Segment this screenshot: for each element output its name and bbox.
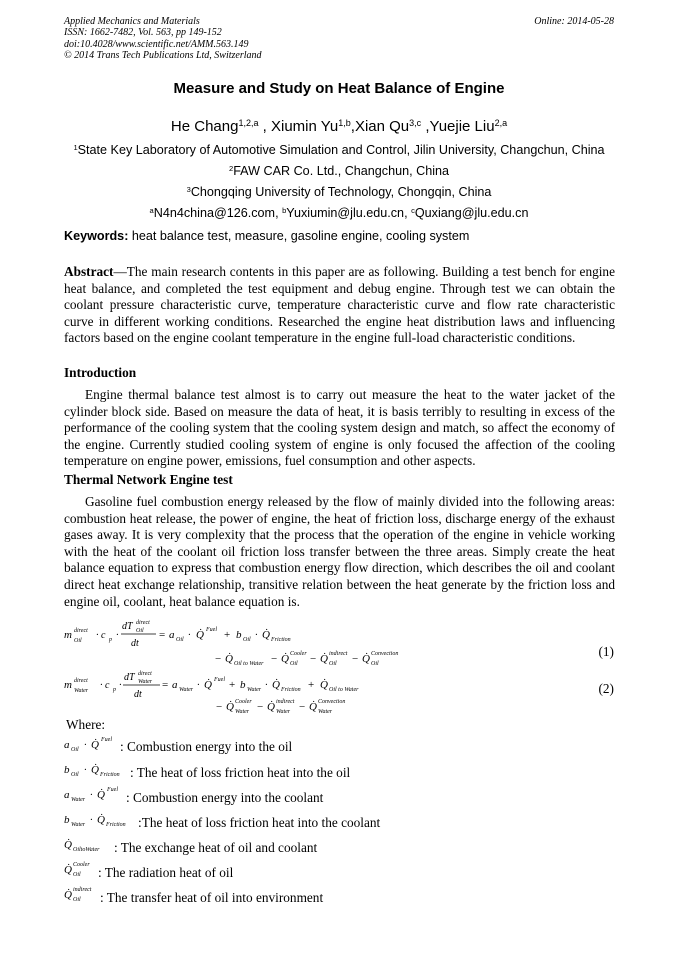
svg-text:Water: Water bbox=[247, 687, 262, 693]
where-desc: : The radiation heat of oil bbox=[98, 865, 234, 880]
where-symbol bbox=[64, 758, 134, 782]
where-desc: : The exchange heat of oil and coolant bbox=[114, 840, 318, 855]
svg-text:indirect: indirect bbox=[73, 887, 92, 893]
online-date: Online: 2014-05-28 bbox=[534, 16, 614, 27]
svg-text:a: a bbox=[64, 739, 70, 751]
svg-text:·: · bbox=[197, 680, 200, 691]
svg-text:·: · bbox=[84, 740, 87, 751]
affiliation-text: Chongqing University of Technology, Chongqin, China bbox=[190, 185, 492, 199]
keywords bbox=[64, 229, 469, 243]
svg-text:OiltoWater: OiltoWater bbox=[73, 847, 100, 853]
svg-text:Oil to Water: Oil to Water bbox=[329, 687, 359, 693]
where-item bbox=[64, 833, 615, 857]
svg-text:Oil: Oil bbox=[73, 897, 81, 903]
svg-text:Friction: Friction bbox=[100, 772, 120, 778]
affiliation-sup: 3 bbox=[186, 184, 191, 194]
abstract bbox=[64, 264, 615, 347]
svg-text:Convection: Convection bbox=[318, 699, 346, 705]
svg-text:dT: dT bbox=[124, 672, 135, 683]
svg-text:Q̇: Q̇ bbox=[64, 839, 72, 851]
svg-text:+: + bbox=[308, 679, 315, 691]
author-sep: , bbox=[258, 118, 271, 135]
affiliation-text: State Key Laboratory of Automotive Simulation and Control, Jilin University, Changchun, China bbox=[77, 143, 605, 157]
svg-text:m: m bbox=[64, 679, 72, 691]
svg-text:Oil: Oil bbox=[136, 628, 144, 634]
svg-text:Water: Water bbox=[179, 687, 194, 693]
svg-text:Cooler: Cooler bbox=[73, 862, 90, 868]
email-sup: b bbox=[282, 205, 287, 215]
svg-text:direct: direct bbox=[74, 628, 88, 634]
svg-text:·: · bbox=[90, 790, 93, 801]
svg-text:Friction: Friction bbox=[271, 637, 291, 643]
author-sup: 3,c bbox=[409, 118, 422, 129]
svg-text:−: − bbox=[352, 653, 359, 665]
equation-2 bbox=[64, 670, 615, 718]
where-item bbox=[64, 758, 615, 782]
abstract-label: Abstract bbox=[64, 264, 114, 279]
author-sep: , bbox=[350, 118, 355, 135]
author-sep: , bbox=[421, 118, 430, 135]
svg-text:· c: · c bbox=[96, 630, 106, 641]
svg-text:−: − bbox=[257, 701, 264, 713]
svg-text:=: = bbox=[162, 679, 169, 691]
where-desc: : The heat of loss friction heat into the oil bbox=[130, 765, 351, 780]
author-list bbox=[0, 118, 678, 135]
svg-text:Friction: Friction bbox=[281, 687, 301, 693]
equation-number: (2) bbox=[598, 681, 614, 696]
keywords-label: Keywords: bbox=[64, 229, 129, 243]
svg-text:Water: Water bbox=[235, 709, 250, 715]
svg-text:−: − bbox=[271, 653, 278, 665]
svg-text:Water: Water bbox=[318, 709, 333, 715]
svg-text:Q̇: Q̇ bbox=[267, 701, 275, 713]
email-sep: , bbox=[404, 206, 412, 220]
svg-text:Q̇: Q̇ bbox=[309, 701, 317, 713]
svg-text:· c: · c bbox=[100, 680, 110, 691]
where-desc: :The heat of loss friction heat into the coolant bbox=[138, 815, 381, 830]
author-name: Yuejie Liu bbox=[429, 118, 495, 135]
where-symbol bbox=[64, 783, 134, 807]
svg-text:p: p bbox=[109, 637, 112, 643]
svg-text:·: · bbox=[188, 630, 191, 641]
svg-text:Q̇: Q̇ bbox=[64, 864, 72, 876]
svg-text:p: p bbox=[113, 687, 116, 693]
svg-text:Q̇: Q̇ bbox=[281, 653, 289, 665]
svg-text:−: − bbox=[299, 701, 306, 713]
svg-text:Q̇: Q̇ bbox=[64, 889, 72, 901]
affiliation-sup: 2 bbox=[228, 163, 234, 173]
svg-text:Q̇: Q̇ bbox=[262, 629, 270, 641]
thermal-heading: Thermal Network Engine test bbox=[64, 472, 233, 487]
svg-text:Cooler: Cooler bbox=[235, 699, 252, 705]
where-item bbox=[64, 783, 615, 807]
where-desc: : Combustion energy into the oil bbox=[120, 739, 293, 754]
issn-line: ISSN: 1662-7482, Vol. 563, pp 149-152 bbox=[64, 27, 222, 39]
svg-text:Fuel: Fuel bbox=[206, 627, 217, 633]
svg-text:direct: direct bbox=[136, 620, 150, 626]
svg-text:Water: Water bbox=[71, 822, 86, 828]
svg-text:direct: direct bbox=[74, 678, 88, 684]
svg-text:Oil: Oil bbox=[74, 638, 82, 644]
where-item bbox=[64, 883, 615, 907]
svg-text:+: + bbox=[224, 629, 231, 641]
email-sup: c bbox=[411, 205, 415, 215]
svg-text:Water: Water bbox=[276, 709, 291, 715]
where-item bbox=[64, 858, 615, 882]
svg-text:indirect: indirect bbox=[329, 651, 348, 657]
svg-text:Oil: Oil bbox=[290, 661, 298, 667]
svg-text:Water: Water bbox=[138, 679, 153, 685]
where-desc: : The transfer heat of oil into environment bbox=[100, 890, 324, 905]
svg-text:indirect: indirect bbox=[276, 699, 295, 705]
svg-text:Q̇: Q̇ bbox=[225, 653, 233, 665]
svg-text:Water: Water bbox=[74, 688, 89, 694]
svg-text:b: b bbox=[64, 764, 70, 776]
introduction-paragraph: Engine thermal balance test almost is to carry out measure the heat to the water jacket of the cylinder block side. Based on measure the data of heat, it is basis terribly to resulting in excess of the performance of the cooling system that the cooling system design and match, so affect the economy of the engine. Currently studied cooling system of engine is only focused the affection of the cooling temperature on engine power, emissions, fuel consumption and other aspects. bbox=[64, 387, 615, 469]
where-item bbox=[64, 808, 615, 832]
email-address: Quxiang@jlu.edu.cn bbox=[414, 206, 529, 220]
svg-text:·: · bbox=[90, 815, 93, 826]
svg-text:Q̇: Q̇ bbox=[320, 653, 328, 665]
svg-text:dT: dT bbox=[122, 621, 133, 632]
svg-text:Q̇: Q̇ bbox=[91, 739, 99, 751]
equation-1 bbox=[64, 618, 615, 670]
svg-text:·: · bbox=[84, 765, 87, 776]
svg-text:Q̇: Q̇ bbox=[204, 679, 212, 691]
svg-text:·: · bbox=[255, 630, 258, 641]
abstract-text: —The main research contents in this paper are as following. Building a test bench for engine heat balance, and completed the test equipment and debug engine. Through test we can obtain the coolant pressure characteristic curve, temperature characteristic curve and flow rate characteristic curve in different working conditions. Researched the engine heat distribution laws and influencing factors based on the engine coolant temperature in the engine full-load characteristic conditions. bbox=[64, 264, 615, 346]
svg-text:Q̇: Q̇ bbox=[97, 789, 105, 801]
svg-text:dt: dt bbox=[131, 638, 139, 649]
introduction-heading: Introduction bbox=[64, 365, 137, 380]
svg-text:a: a bbox=[64, 789, 70, 801]
svg-text:Fuel: Fuel bbox=[214, 677, 225, 683]
author-name: He Chang bbox=[170, 118, 239, 135]
svg-text:Oil: Oil bbox=[71, 747, 79, 753]
svg-text:a: a bbox=[172, 679, 178, 691]
svg-text:a: a bbox=[169, 629, 175, 641]
svg-text:·: · bbox=[116, 630, 119, 641]
where-symbol bbox=[64, 808, 139, 832]
svg-text:Q̇: Q̇ bbox=[272, 679, 280, 691]
svg-text:b: b bbox=[64, 814, 70, 826]
svg-text:·: · bbox=[119, 680, 122, 691]
thermal-paragraph: Gasoline fuel combustion energy released by the flow of mainly divided into the following areas: combustion heat release, the power of engine, the heat of friction loss, discharge energy of the exhaust gases away. It is very complexity that the process that the operation of the engine in vehicle working with the heat of the coolant oil friction loss transfer between the three areas. Simply create the heat balance equation to express that combustion energy flow direction, which describes the oil and coolant direct heat exchange relationship, transitive relation between the heat generate by the friction loss and engine oil, coolant, heat balance equation is. bbox=[64, 494, 615, 609]
copyright-line: © 2014 Trans Tech Publications Ltd, Switzerland bbox=[64, 49, 262, 61]
email-sep: , bbox=[275, 206, 283, 220]
svg-text:Oil: Oil bbox=[329, 661, 337, 667]
svg-text:Oil: Oil bbox=[176, 637, 184, 643]
keywords-text: heat balance test, measure, gasoline engine, cooling system bbox=[131, 229, 470, 243]
svg-text:b: b bbox=[236, 629, 242, 641]
author-name: Xiumin Yu bbox=[271, 118, 339, 135]
svg-text:−: − bbox=[310, 653, 317, 665]
svg-text:Friction: Friction bbox=[106, 822, 126, 828]
svg-text:Fuel: Fuel bbox=[107, 787, 118, 793]
svg-text:Oil: Oil bbox=[243, 637, 251, 643]
svg-text:Oil to Water: Oil to Water bbox=[234, 661, 264, 667]
affiliation-2 bbox=[0, 164, 678, 178]
email-address: Yuxiumin@jlu.edu.cn bbox=[286, 206, 405, 220]
author-sup: 2,a bbox=[494, 118, 508, 129]
where-item bbox=[64, 733, 615, 757]
svg-text:Q̇: Q̇ bbox=[226, 701, 234, 713]
where-symbol bbox=[64, 733, 124, 757]
journal-name: Applied Mechanics and Materials bbox=[64, 16, 200, 27]
svg-text:−: − bbox=[215, 653, 222, 665]
equation-number: (1) bbox=[598, 644, 614, 659]
author-name: Xian Qu bbox=[354, 118, 410, 135]
journal-header bbox=[64, 16, 262, 61]
affiliation-sup: 1 bbox=[73, 142, 78, 152]
svg-text:Q̇: Q̇ bbox=[196, 629, 204, 641]
where-label: Where: bbox=[66, 717, 106, 732]
where-desc: : Combustion energy into the coolant bbox=[126, 790, 324, 805]
author-sup: 1,2,a bbox=[238, 118, 259, 129]
svg-text:Oil: Oil bbox=[71, 772, 79, 778]
svg-text:Q̇: Q̇ bbox=[91, 764, 99, 776]
email-sup: a bbox=[149, 205, 154, 215]
svg-text:Oil: Oil bbox=[371, 661, 379, 667]
paper-title: Measure and Study on Heat Balance of Engine bbox=[173, 80, 505, 97]
svg-text:Oil: Oil bbox=[73, 872, 81, 878]
svg-text:m: m bbox=[64, 629, 72, 641]
svg-text:b: b bbox=[240, 679, 246, 691]
svg-text:Cooler: Cooler bbox=[290, 651, 307, 657]
author-sup: 1,b bbox=[338, 118, 351, 129]
affiliation-1 bbox=[0, 143, 678, 157]
email-address: N4n4china@126.com bbox=[153, 206, 276, 220]
svg-text:Q̇: Q̇ bbox=[362, 653, 370, 665]
affiliation-3 bbox=[0, 185, 678, 199]
email-line bbox=[0, 206, 678, 220]
svg-text:dt: dt bbox=[134, 689, 142, 700]
svg-text:Q̇: Q̇ bbox=[97, 814, 105, 826]
doi-line: doi:10.4028/www.scientific.net/AMM.563.149 bbox=[64, 38, 249, 50]
svg-text:=: = bbox=[159, 629, 166, 641]
svg-text:−: − bbox=[216, 701, 223, 713]
svg-text:Water: Water bbox=[71, 797, 86, 803]
svg-text:·: · bbox=[265, 680, 268, 691]
affiliation-text: FAW CAR Co. Ltd., Changchun, China bbox=[233, 164, 450, 178]
svg-text:direct: direct bbox=[138, 671, 152, 677]
svg-text:Convection: Convection bbox=[371, 651, 399, 657]
svg-text:Q̇: Q̇ bbox=[320, 679, 328, 691]
svg-text:+: + bbox=[229, 679, 236, 691]
svg-text:Fuel: Fuel bbox=[101, 737, 112, 743]
